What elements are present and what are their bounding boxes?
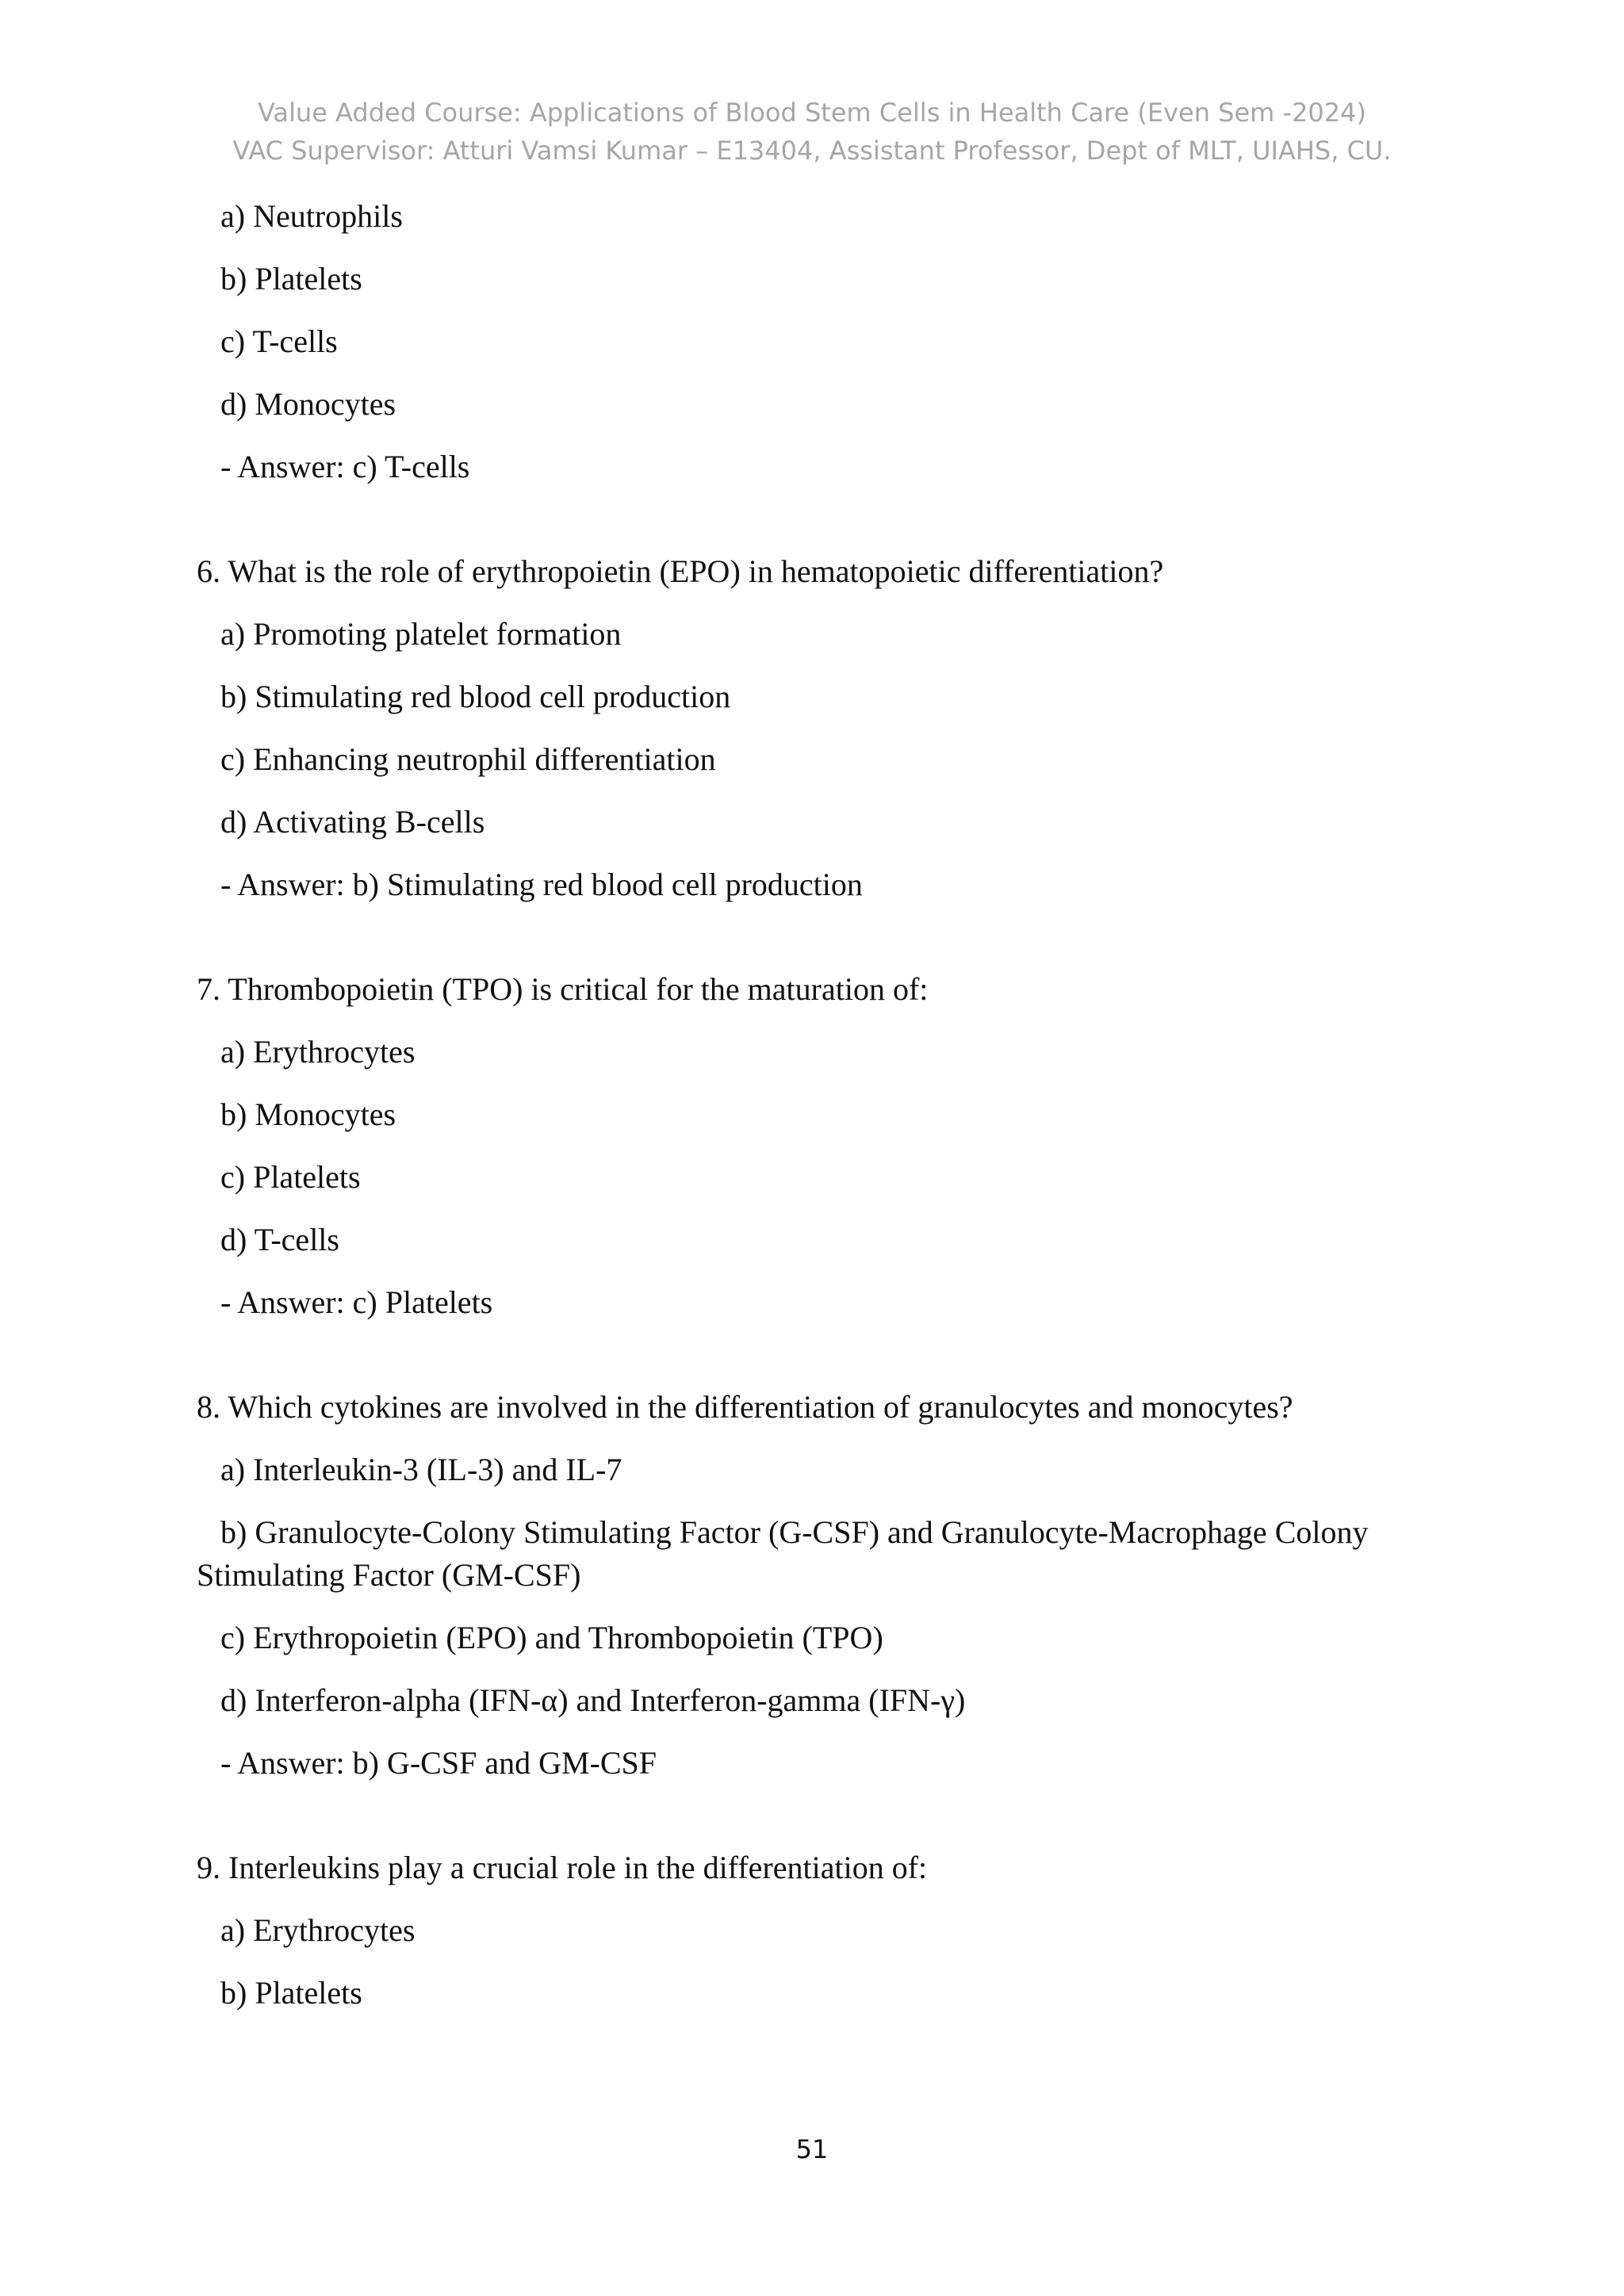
option-a: a) Erythrocytes [220,1034,416,1070]
option-c: c) Platelets [220,1159,361,1195]
option-a: a) Neutrophils [220,198,403,234]
option-a: a) Erythrocytes [220,1912,416,1948]
answer: - Answer: c) T-cells [220,449,470,484]
question-text: 7. Thrombopoietin (TPO) is critical for the maturation of: [197,971,929,1007]
option-c: c) Erythropoietin (EPO) and Thrombopoietin (TPO) [220,1620,883,1655]
option-a: a) Interleukin-3 (IL-3) and IL-7 [220,1452,622,1487]
option-d: d) T-cells [220,1222,339,1257]
option-a: a) Promoting platelet formation [220,616,622,652]
option-b: b) Stimulating red blood cell production [220,679,731,714]
question-6 [197,550,1434,906]
question-9 [197,1846,1434,2015]
question-text: 8. Which cytokines are involved in the differentiation of granulocytes and monocytes? [197,1389,1293,1425]
page-header [0,94,1624,170]
question-text: 9. Interleukins play a crucial role in the differentiation of: [197,1850,928,1885]
option-d: d) Monocytes [220,386,396,422]
question-8 [197,1386,1434,1785]
header-supervisor: VAC Supervisor: Atturi Vamsi Kumar – E13404, Assistant Professor, Dept of MLT, UIAHS, CU. [232,136,1392,166]
answer: - Answer: b) G-CSF and GM-CSF [220,1745,657,1781]
question-7 [197,968,1434,1324]
question-5-continued [197,195,1434,488]
answer: - Answer: c) Platelets [220,1284,493,1320]
option-d: d) Interferon-alpha (IFN-α) and Interferon-gamma (IFN-γ) [220,1682,966,1718]
page-content [197,195,1434,2034]
page-number: 51 [795,2134,829,2164]
option-c: c) T-cells [220,323,338,359]
question-text: 6. What is the role of erythropoietin (EPO) in hematopoietic differentiation? [197,553,1164,589]
option-d: d) Activating B-cells [220,804,485,840]
option-b: b) Platelets [220,261,362,297]
option-c: c) Enhancing neutrophil differentiation [220,741,716,777]
answer: - Answer: b) Stimulating red blood cell production [220,867,863,902]
header-course-title: Value Added Course: Applications of Blood Stem Cells in Health Care (Even Sem -2024) [258,98,1366,128]
option-b: b) Platelets [220,1975,362,2011]
option-b: b) Granulocyte-Colony Stimulating Factor (G-CSF) and Granulocyte-Macrophage Colony Stimulating Factor (GM-CSF) [197,1514,1369,1593]
option-b: b) Monocytes [220,1096,396,1132]
